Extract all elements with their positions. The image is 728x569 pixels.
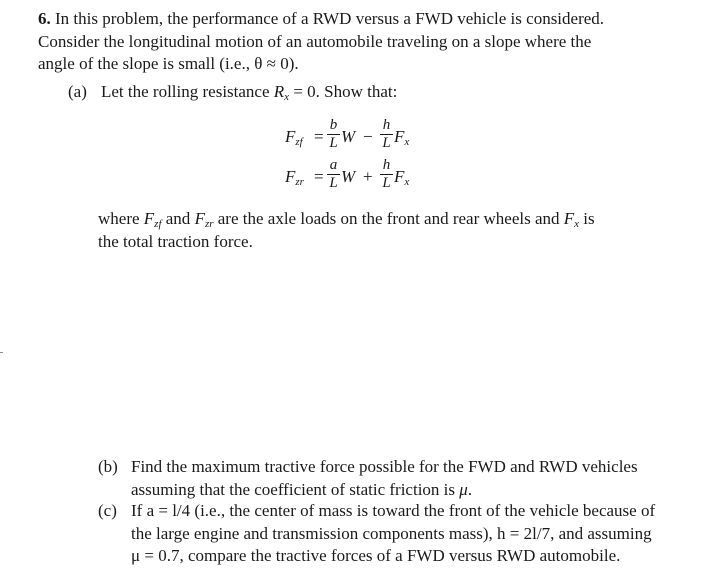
part-c-line-2: the large engine and transmission components mass), h = 2l/7, and assuming <box>131 523 652 543</box>
part-c-line-1: If a = l/4 (i.e., the center of mass is toward the front of the vehicle because of <box>131 501 656 520</box>
eq1-term-2: $F_x$ <box>394 127 410 148</box>
problem-line-3: angle of the slope is small (i.e., θ ≈ 0). <box>38 54 299 73</box>
eq1-term-1: W <box>341 127 356 146</box>
eq2-term-1: W <box>341 167 356 186</box>
part-a <box>68 81 397 104</box>
where-clause <box>98 208 595 253</box>
part-a-label: (a) <box>68 82 87 101</box>
part-c-line-3: μ = 0.7, compare the tractive forces of a FWD versus RWD automobile. <box>131 546 621 565</box>
eq2-equals: = <box>314 167 324 186</box>
problem-line-1: In this problem, the performance of a RWD versus a FWD vehicle is considered. <box>55 9 605 28</box>
problem-line-2: Consider the longitudinal motion of an automobile traveling on a slope where the <box>38 31 592 51</box>
eq1-lhs: $F_{zf}$ <box>285 127 303 148</box>
eq1-fraction-2: $\frac{h}{L}$ <box>380 117 393 152</box>
where-line-1: where $F_{zf}$ and $F_{zr}$ are the axle loads on the front and rear wheels and $F_x$ is <box>98 209 595 230</box>
eq2-term-2: $F_x$ <box>394 167 410 188</box>
eq1-operator: − <box>363 127 373 146</box>
eq2-fraction-2: $\frac{h}{L}$ <box>380 157 393 192</box>
eq1-fraction-1: $\frac{b}{L}$ <box>327 117 340 152</box>
eq2-operator: + <box>363 167 373 186</box>
part-b-line-1: Find the maximum tractive force possible for the FWD and RWD vehicles <box>131 457 638 476</box>
margin-mark <box>0 352 3 353</box>
problem-number: 6. <box>38 9 51 28</box>
part-a-text: Let the rolling resistance $R_x = 0$. Show that: <box>101 82 398 103</box>
part-b-label: (b) <box>98 457 118 476</box>
part-c <box>98 500 655 568</box>
problem-statement <box>38 8 604 76</box>
part-c-label: (c) <box>98 501 117 520</box>
part-b-line-2: assuming that the coefficient of static friction is μ. <box>131 479 473 499</box>
where-line-2: the total traction force. <box>98 231 253 251</box>
eq1-equals: = <box>314 127 324 146</box>
eq2-lhs: $F_{zr}$ <box>285 167 304 188</box>
eq2-fraction-1: $\frac{a}{L}$ <box>327 157 340 192</box>
part-b <box>98 456 638 501</box>
